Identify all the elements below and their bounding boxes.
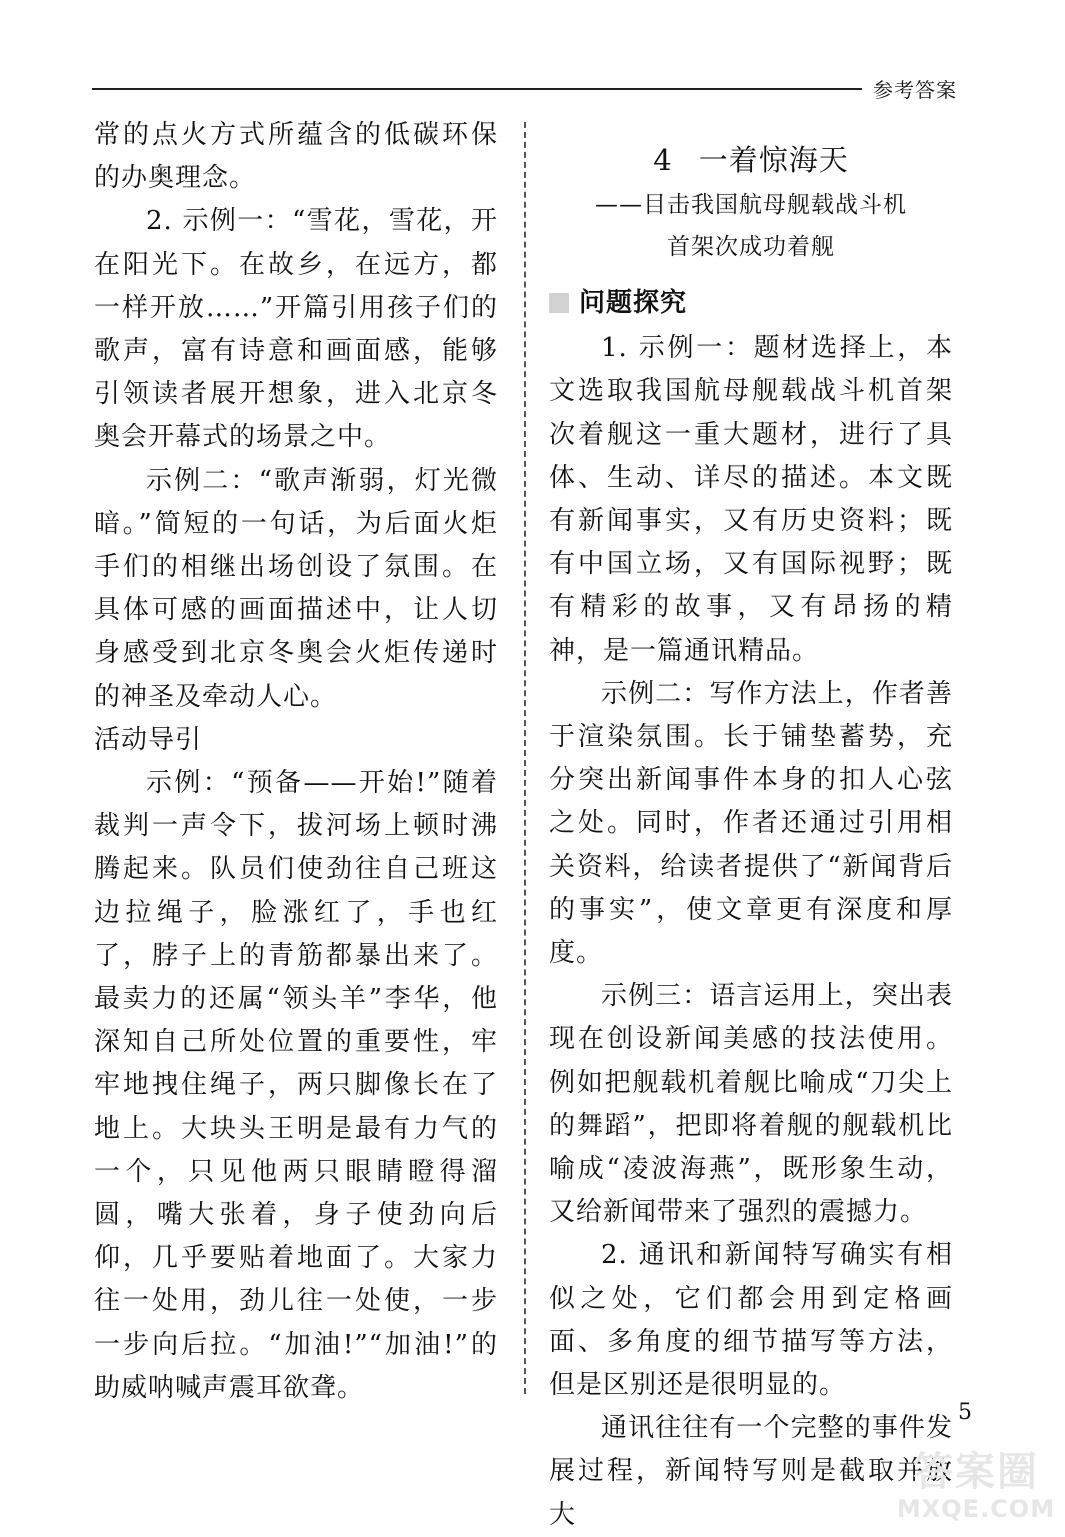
- watermark: [896, 1448, 1056, 1522]
- paragraph: 示例：“预备——开始!”随着裁判一声令下，拔河场上顿时沸腾起来。队员们使劲往自己班这边拉绳子，脸涨红了，手也红了，脖子上的青筋都暴出来了。最卖力的还属“领头羊”李华，他深知自己所处位置的重要性，牢牢地拽住绳子，两只脚像长在了地上。大块头王明是最有力气的一个，只见他两只眼睛瞪得溜圆，嘴大张着，身子使劲向后仰，几乎要贴着地面了。大家力往一处用，劲儿往一处使，一步一步向后拉。“加油!”“加油!”的助威呐喊声震耳欲聋。: [94, 768, 498, 1403]
- page-number: 5: [958, 1400, 972, 1425]
- article-number: 4: [653, 143, 673, 177]
- paragraph: 1. 示例一：题材选择上，本文选取我国航母舰载战斗机首架次着舰这一重大题材，进行了具体、生动、详尽的描述。本文既有新闻事实，又有历史资料；既有中国立场，又有国际视野；既有精彩的故事，又有昂扬的精神，是一篇通讯精品。: [549, 333, 953, 666]
- paragraph: 2. 示例一：“雪花，雪花，开在阳光下。在故乡，在远方，都一样开放……”开篇引用孩子们的歌声，富有诗意和画面感，能够引领读者展开想象，进入北京冬奥会开幕式的场景之中。: [94, 206, 498, 453]
- column-divider: [524, 122, 526, 1394]
- square-bullet-icon: [549, 293, 569, 313]
- article-subtitle-line1: ——目击我国航母舰载战斗机: [595, 192, 907, 218]
- section-heading-text: 问题探究: [579, 288, 688, 318]
- article-title-text: 一着惊海天: [698, 143, 849, 177]
- header-label: 参考答案: [873, 78, 957, 102]
- article-subtitle-line2: 首架次成功着舰: [667, 234, 835, 260]
- watermark-text-cn: 答案圈: [913, 1449, 1039, 1495]
- sub-heading-activity: 活动导引: [94, 724, 203, 755]
- paragraph: 通讯往往有一个完整的事件发展过程，新闻特写则是截取并放大: [549, 1413, 953, 1530]
- paragraph: 2. 通讯和新闻特写确实有相似之处，它们都会用到定格画面、多角度的细节描写等方法，但是区别还是很明显的。: [549, 1240, 953, 1401]
- paragraph: 示例三：语言运用上，突出表现在创设新闻美感的技法使用。例如把舰载机着舰比喻成“刀尖上的舞蹈”，把即将着舰的舰载机比喻成“凌波海燕”，既形象生动，又给新闻带来了强烈的震撼力。: [549, 981, 953, 1228]
- paragraph: 常的点火方式所蕴含的低碳环保的办奥理念。: [94, 120, 498, 194]
- paragraph: 示例二：写作方法上，作者善于渲染氛围。长于铺垫蓄势，充分突出新闻事件本身的扣人心弦之处。同时，作者还通过引用相关资料，给读者提供了“新闻背后的事实”，使文章更有深度和厚度。: [549, 678, 953, 969]
- header-rule: [92, 88, 862, 90]
- left-column: [94, 114, 498, 1410]
- paragraph: 示例二：“歌声渐弱，灯光微暗。”简短的一句话，为后面火炬手们的相继出场创设了氛围。在具体可感的画面描述中，让人切身感受到北京冬奥会火炬传递时的神圣及牵动人心。: [94, 465, 498, 712]
- right-column: [549, 138, 953, 1537]
- section-heading: [549, 282, 953, 325]
- watermark-text-en: MXQE.COM: [896, 1495, 1056, 1523]
- article-title: [549, 138, 953, 182]
